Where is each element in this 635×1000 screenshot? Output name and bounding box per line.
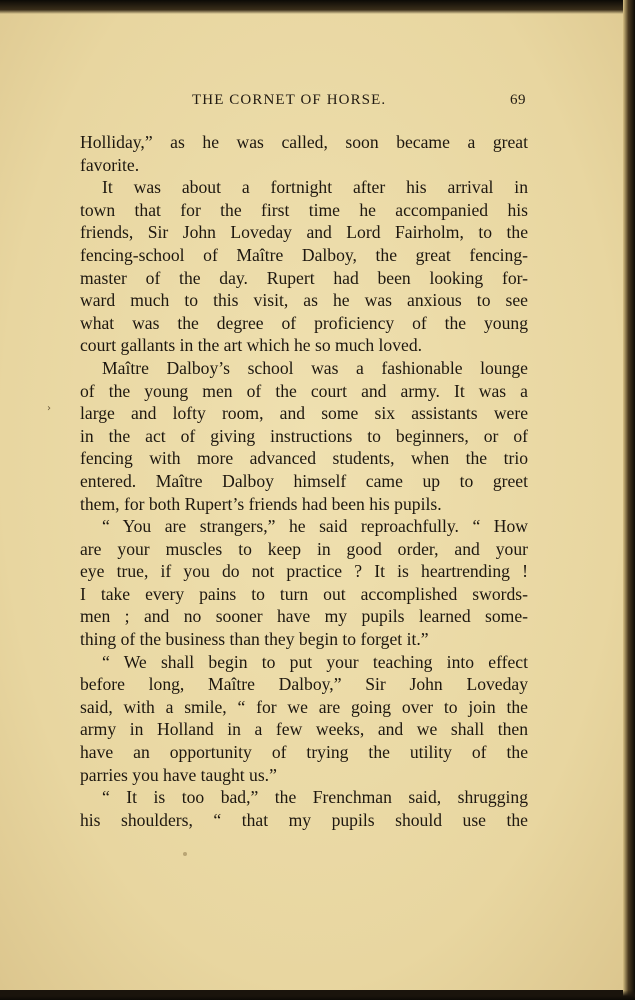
text-line: before long, Maître Dalboy,” Sir John Loveday bbox=[80, 674, 528, 695]
text-line: what was the degree of proficiency of the young bbox=[80, 312, 528, 333]
text-line: are your muscles to keep in good order, and your bbox=[80, 538, 528, 559]
paper-speck bbox=[183, 852, 187, 856]
text-line: It was about a fortnight after his arrival in bbox=[102, 177, 528, 198]
body-text bbox=[80, 131, 528, 831]
text-line: “ It is too bad,” the Frenchman said, shrugging bbox=[102, 787, 528, 808]
text-line: master of the day. Rupert had been looking for- bbox=[80, 267, 528, 288]
text-line: entered. Maître Dalboy himself came up to greet bbox=[80, 470, 528, 491]
text-line: town that for the first time he accompanied his bbox=[80, 199, 528, 220]
text-line: ward much to this visit, as he was anxious to see bbox=[80, 290, 528, 311]
page-header bbox=[80, 92, 530, 114]
page-number: 69 bbox=[510, 92, 526, 108]
text-line: friends, Sir John Loveday and Lord Fairholm, to the bbox=[80, 222, 528, 243]
text-line: favorite. bbox=[80, 154, 140, 175]
text-line: fencing with more advanced students, when the trio bbox=[80, 448, 528, 469]
text-line: parries you have taught us.” bbox=[80, 764, 277, 785]
text-line: men ; and no sooner have my pupils learned some- bbox=[80, 606, 528, 627]
text-line: them, for both Rupert’s friends had been his pupils. bbox=[80, 493, 442, 514]
text-line: court gallants in the art which he so much loved. bbox=[80, 335, 423, 356]
text-line: I take every pains to turn out accomplished swords- bbox=[80, 583, 528, 604]
page-top-shadow bbox=[0, 0, 635, 14]
text-line: Holliday,” as he was called, soon became a great bbox=[80, 132, 528, 152]
text-line: “ We shall begin to put your teaching into effect bbox=[102, 651, 528, 672]
running-title: THE CORNET OF HORSE. bbox=[192, 92, 387, 108]
text-line: army in Holland in a few weeks, and we shall then bbox=[80, 719, 528, 740]
text-line: large and lofty room, and some six assistants were bbox=[80, 403, 528, 424]
text-line: fencing-school of Maître Dalboy, the great fencing- bbox=[80, 244, 528, 265]
text-line: eye true, if you do not practice ? It is heartrending ! bbox=[80, 561, 528, 582]
text-line: “ You are strangers,” he said reproachfully. “ How bbox=[102, 516, 528, 537]
text-line: of the young men of the court and army. It was a bbox=[80, 380, 528, 401]
text-line: in the act of giving instructions to beginners, or of bbox=[80, 425, 528, 446]
text-line: his shoulders, “ that my pupils should use the bbox=[80, 809, 528, 830]
page-right-edge bbox=[623, 0, 635, 1000]
text-line: Maître Dalboy’s school was a fashionable lounge bbox=[102, 357, 528, 378]
page-bottom-shadow bbox=[0, 990, 635, 1000]
text-line: thing of the business than they begin to forget it.” bbox=[80, 629, 429, 650]
text-line: have an opportunity of trying the utility of the bbox=[80, 742, 528, 763]
text-line: said, with a smile, “ for we are going over to join the bbox=[80, 696, 528, 717]
margin-mark: › bbox=[47, 403, 51, 414]
